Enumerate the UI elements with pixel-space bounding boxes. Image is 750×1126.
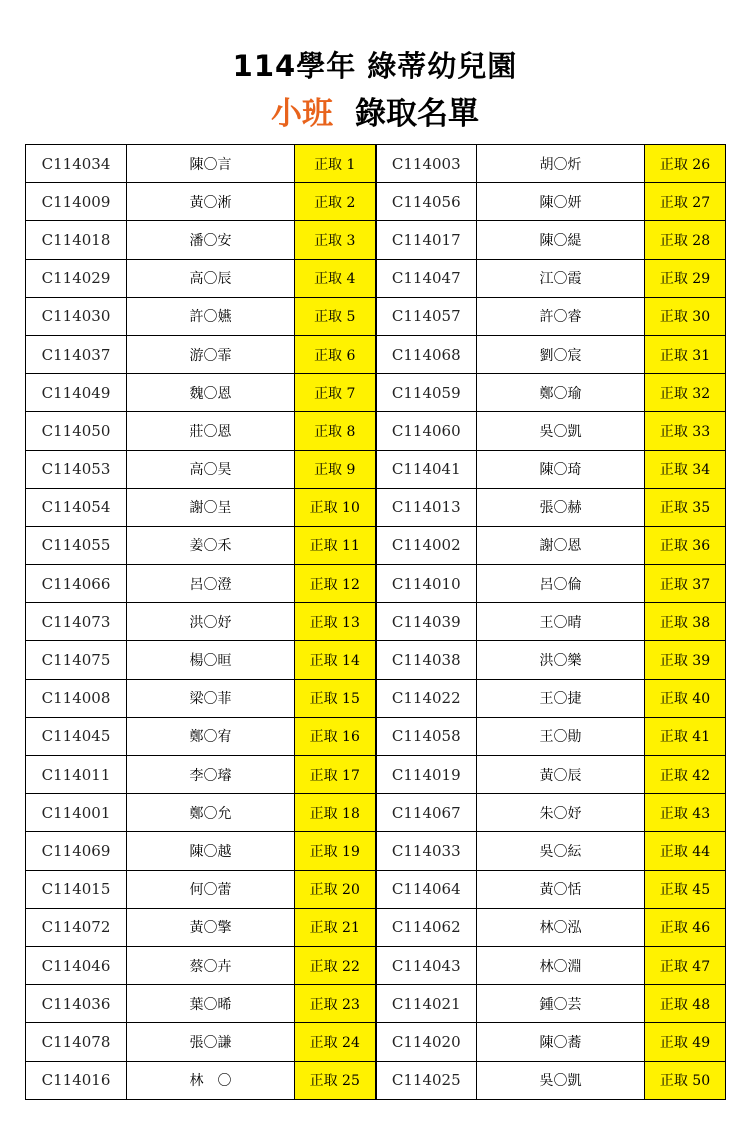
admission-rank-cell: 正取 20 <box>295 870 376 908</box>
student-name-cell: 江〇霞 <box>477 259 645 297</box>
admission-rank-cell: 正取 38 <box>645 603 726 641</box>
student-id-cell: C114059 <box>376 374 477 412</box>
student-name-cell: 姜〇禾 <box>127 526 295 564</box>
student-id-cell: C114001 <box>26 794 127 832</box>
student-id-cell: C114056 <box>376 183 477 221</box>
student-name-cell: 洪〇妤 <box>127 603 295 641</box>
admission-rank-cell: 正取 24 <box>295 1023 376 1061</box>
admission-rank-cell: 正取 35 <box>645 488 726 526</box>
student-id-cell: C114015 <box>26 870 127 908</box>
student-id-cell: C114021 <box>376 985 477 1023</box>
page-title: 114學年 綠蒂幼兒園 <box>232 49 518 83</box>
student-id-cell: C114075 <box>26 641 127 679</box>
student-name-cell: 黃〇恬 <box>477 870 645 908</box>
table-row <box>26 526 726 564</box>
table-row <box>26 221 726 259</box>
student-name-cell: 吳〇紜 <box>477 832 645 870</box>
student-id-cell: C114049 <box>26 374 127 412</box>
student-name-cell: 劉〇宸 <box>477 335 645 373</box>
admission-rank-cell: 正取 43 <box>645 794 726 832</box>
admission-rank-cell: 正取 14 <box>295 641 376 679</box>
student-id-cell: C114002 <box>376 526 477 564</box>
student-id-cell: C114029 <box>26 259 127 297</box>
student-name-cell: 高〇昊 <box>127 450 295 488</box>
table-row <box>26 183 726 221</box>
admission-rank-cell: 正取 28 <box>645 221 726 259</box>
admission-rank-cell: 正取 37 <box>645 565 726 603</box>
student-name-cell: 鄭〇瑜 <box>477 374 645 412</box>
student-id-cell: C114018 <box>26 221 127 259</box>
student-id-cell: C114008 <box>26 679 127 717</box>
student-name-cell: 呂〇澄 <box>127 565 295 603</box>
student-name-cell: 朱〇妤 <box>477 794 645 832</box>
student-id-cell: C114036 <box>26 985 127 1023</box>
student-name-cell: 陳〇妍 <box>477 183 645 221</box>
page-subtitle <box>0 88 750 133</box>
admission-rank-cell: 正取 5 <box>295 297 376 335</box>
table-row <box>26 946 726 984</box>
student-name-cell: 吳〇凱 <box>477 412 645 450</box>
subtitle-text: 錄取名單 <box>355 96 479 132</box>
student-name-cell: 許〇睿 <box>477 297 645 335</box>
table-row <box>26 297 726 335</box>
admission-rank-cell: 正取 36 <box>645 526 726 564</box>
student-name-cell: 王〇晴 <box>477 603 645 641</box>
student-name-cell: 游〇霏 <box>127 335 295 373</box>
table-row <box>26 717 726 755</box>
student-id-cell: C114037 <box>26 335 127 373</box>
student-id-cell: C114013 <box>376 488 477 526</box>
student-name-cell: 王〇捷 <box>477 679 645 717</box>
admission-rank-cell: 正取 17 <box>295 756 376 794</box>
admission-table <box>25 144 726 1100</box>
student-id-cell: C114046 <box>26 946 127 984</box>
student-id-cell: C114025 <box>376 1061 477 1099</box>
table-row <box>26 908 726 946</box>
student-name-cell: 高〇辰 <box>127 259 295 297</box>
student-name-cell: 陳〇緹 <box>477 221 645 259</box>
admission-rank-cell: 正取 26 <box>645 145 726 183</box>
student-name-cell: 潘〇安 <box>127 221 295 259</box>
table-row <box>26 794 726 832</box>
admission-rank-cell: 正取 45 <box>645 870 726 908</box>
admission-table-body <box>26 145 726 1100</box>
student-name-cell: 林〇淵 <box>477 946 645 984</box>
admission-rank-cell: 正取 32 <box>645 374 726 412</box>
student-id-cell: C114003 <box>376 145 477 183</box>
student-id-cell: C114011 <box>26 756 127 794</box>
admission-rank-cell: 正取 27 <box>645 183 726 221</box>
admission-rank-cell: 正取 40 <box>645 679 726 717</box>
student-id-cell: C114068 <box>376 335 477 373</box>
table-row <box>26 488 726 526</box>
table-row <box>26 565 726 603</box>
student-id-cell: C114019 <box>376 756 477 794</box>
student-id-cell: C114058 <box>376 717 477 755</box>
student-id-cell: C114066 <box>26 565 127 603</box>
student-name-cell: 葉〇晞 <box>127 985 295 1023</box>
student-id-cell: C114020 <box>376 1023 477 1061</box>
admission-rank-cell: 正取 16 <box>295 717 376 755</box>
student-id-cell: C114039 <box>376 603 477 641</box>
student-name-cell: 謝〇呈 <box>127 488 295 526</box>
admission-rank-cell: 正取 48 <box>645 985 726 1023</box>
admission-rank-cell: 正取 30 <box>645 297 726 335</box>
student-name-cell: 蔡〇卉 <box>127 946 295 984</box>
admission-rank-cell: 正取 31 <box>645 335 726 373</box>
student-id-cell: C114009 <box>26 183 127 221</box>
admission-rank-cell: 正取 10 <box>295 488 376 526</box>
student-id-cell: C114017 <box>376 221 477 259</box>
student-id-cell: C114064 <box>376 870 477 908</box>
student-id-cell: C114045 <box>26 717 127 755</box>
student-id-cell: C114038 <box>376 641 477 679</box>
table-row <box>26 985 726 1023</box>
table-row <box>26 1061 726 1099</box>
table-row <box>26 259 726 297</box>
table-row <box>26 145 726 183</box>
admission-rank-cell: 正取 49 <box>645 1023 726 1061</box>
admission-rank-cell: 正取 2 <box>295 183 376 221</box>
table-row <box>26 1023 726 1061</box>
admission-rank-cell: 正取 4 <box>295 259 376 297</box>
student-name-cell: 莊〇恩 <box>127 412 295 450</box>
student-id-cell: C114033 <box>376 832 477 870</box>
student-id-cell: C114050 <box>26 412 127 450</box>
student-name-cell: 黃〇辰 <box>477 756 645 794</box>
student-name-cell: 林〇泓 <box>477 908 645 946</box>
student-id-cell: C114060 <box>376 412 477 450</box>
admission-rank-cell: 正取 13 <box>295 603 376 641</box>
student-name-cell: 魏〇恩 <box>127 374 295 412</box>
admission-rank-cell: 正取 1 <box>295 145 376 183</box>
student-name-cell: 謝〇恩 <box>477 526 645 564</box>
student-id-cell: C114016 <box>26 1061 127 1099</box>
admission-rank-cell: 正取 42 <box>645 756 726 794</box>
student-id-cell: C114078 <box>26 1023 127 1061</box>
admission-rank-cell: 正取 25 <box>295 1061 376 1099</box>
admission-rank-cell: 正取 50 <box>645 1061 726 1099</box>
student-id-cell: C114043 <box>376 946 477 984</box>
admission-rank-cell: 正取 19 <box>295 832 376 870</box>
student-id-cell: C114010 <box>376 565 477 603</box>
student-name-cell: 洪〇樂 <box>477 641 645 679</box>
student-name-cell: 胡〇炘 <box>477 145 645 183</box>
student-name-cell: 王〇勛 <box>477 717 645 755</box>
student-id-cell: C114057 <box>376 297 477 335</box>
table-row <box>26 756 726 794</box>
student-id-cell: C114047 <box>376 259 477 297</box>
admission-rank-cell: 正取 18 <box>295 794 376 832</box>
student-name-cell: 梁〇菲 <box>127 679 295 717</box>
student-name-cell: 鄭〇宥 <box>127 717 295 755</box>
student-name-cell: 黃〇淅 <box>127 183 295 221</box>
table-row <box>26 450 726 488</box>
student-name-cell: 陳〇蕎 <box>477 1023 645 1061</box>
class-name: 小班 <box>271 96 333 132</box>
table-row <box>26 374 726 412</box>
student-name-cell: 鍾〇芸 <box>477 985 645 1023</box>
admission-rank-cell: 正取 21 <box>295 908 376 946</box>
admission-rank-cell: 正取 11 <box>295 526 376 564</box>
student-name-cell: 呂〇倫 <box>477 565 645 603</box>
admission-rank-cell: 正取 34 <box>645 450 726 488</box>
student-name-cell: 陳〇言 <box>127 145 295 183</box>
student-id-cell: C114072 <box>26 908 127 946</box>
table-row <box>26 603 726 641</box>
admission-rank-cell: 正取 44 <box>645 832 726 870</box>
student-name-cell: 陳〇越 <box>127 832 295 870</box>
table-row <box>26 641 726 679</box>
student-name-cell: 許〇嬿 <box>127 297 295 335</box>
student-id-cell: C114067 <box>376 794 477 832</box>
student-id-cell: C114055 <box>26 526 127 564</box>
admission-rank-cell: 正取 12 <box>295 565 376 603</box>
student-id-cell: C114041 <box>376 450 477 488</box>
table-row <box>26 679 726 717</box>
student-id-cell: C114062 <box>376 908 477 946</box>
table-row <box>26 412 726 450</box>
student-name-cell: 鄭〇允 <box>127 794 295 832</box>
student-name-cell: 何〇蕾 <box>127 870 295 908</box>
admission-rank-cell: 正取 22 <box>295 946 376 984</box>
admission-rank-cell: 正取 15 <box>295 679 376 717</box>
student-name-cell: 張〇謙 <box>127 1023 295 1061</box>
admission-rank-cell: 正取 33 <box>645 412 726 450</box>
table-row <box>26 335 726 373</box>
student-id-cell: C114030 <box>26 297 127 335</box>
admission-rank-cell: 正取 41 <box>645 717 726 755</box>
admission-rank-cell: 正取 46 <box>645 908 726 946</box>
student-name-cell: 李〇璿 <box>127 756 295 794</box>
student-id-cell: C114069 <box>26 832 127 870</box>
admission-rank-cell: 正取 3 <box>295 221 376 259</box>
admission-rank-cell: 正取 29 <box>645 259 726 297</box>
admission-rank-cell: 正取 6 <box>295 335 376 373</box>
student-id-cell: C114073 <box>26 603 127 641</box>
admission-rank-cell: 正取 9 <box>295 450 376 488</box>
student-id-cell: C114053 <box>26 450 127 488</box>
table-row <box>26 832 726 870</box>
student-name-cell: 吳〇凱 <box>477 1061 645 1099</box>
student-id-cell: C114054 <box>26 488 127 526</box>
student-name-cell: 陳〇琦 <box>477 450 645 488</box>
student-name-cell: 楊〇晅 <box>127 641 295 679</box>
admission-rank-cell: 正取 7 <box>295 374 376 412</box>
student-id-cell: C114034 <box>26 145 127 183</box>
student-name-cell: 張〇赫 <box>477 488 645 526</box>
table-row <box>26 870 726 908</box>
student-name-cell: 黃〇擎 <box>127 908 295 946</box>
admission-rank-cell: 正取 39 <box>645 641 726 679</box>
admission-rank-cell: 正取 8 <box>295 412 376 450</box>
student-id-cell: C114022 <box>376 679 477 717</box>
student-name-cell: 林 〇 <box>127 1061 295 1099</box>
admission-rank-cell: 正取 47 <box>645 946 726 984</box>
admission-rank-cell: 正取 23 <box>295 985 376 1023</box>
